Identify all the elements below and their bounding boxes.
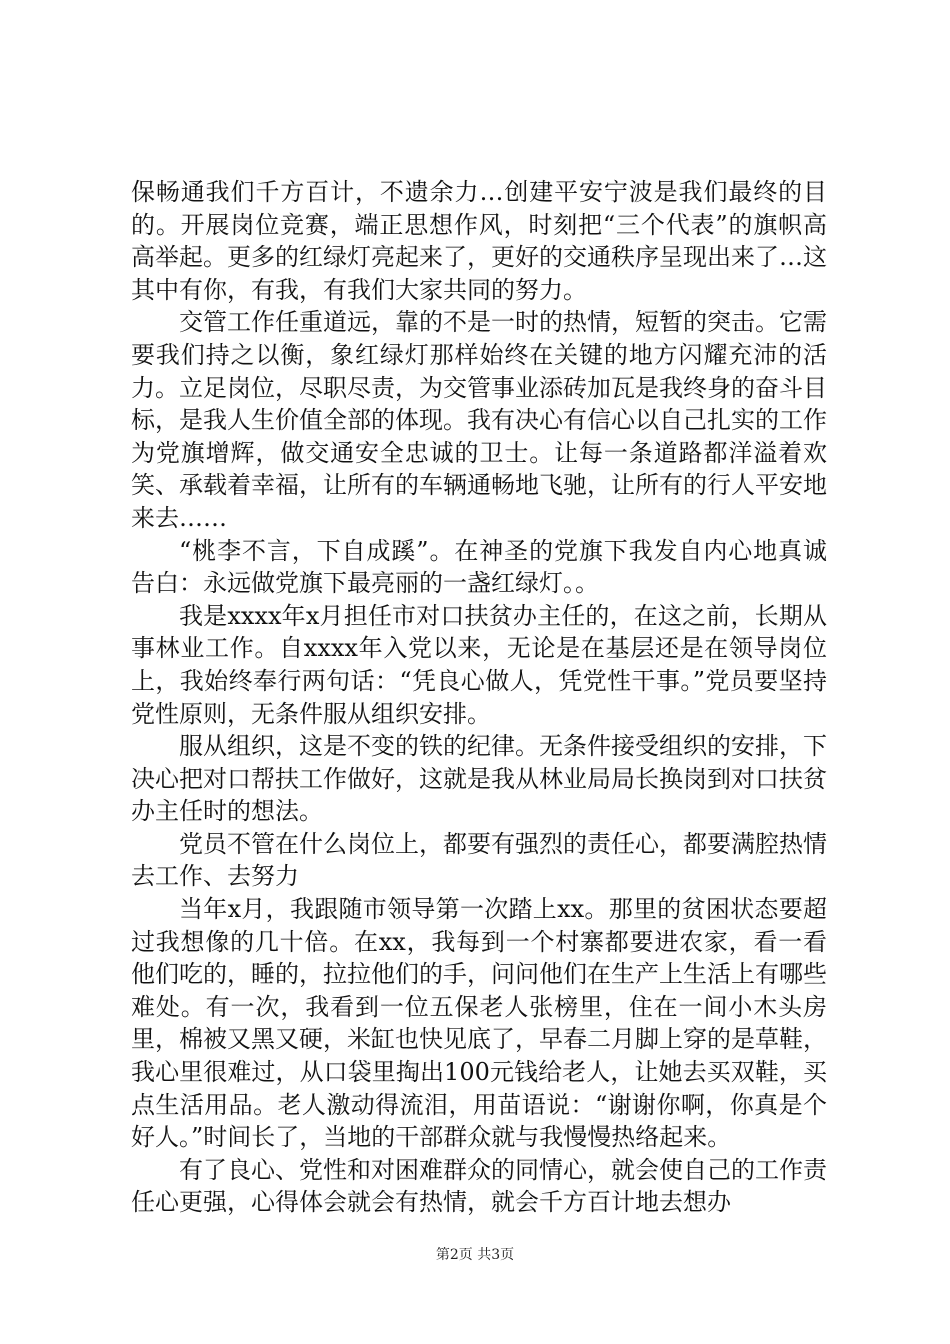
document-body [131,176,827,1219]
paragraph-4: 我是xxxx年x月担任市对口扶贫办主任的，在这之前，长期从事林业工作。自xxxx年入党以来，无论是在基层还是在领导岗位上，我始终奉行两句话：“凭良心做人，凭党性干事。”党员要坚持党性原则，无条件服从组织安排。 [131,601,827,728]
paragraph-5: 服从组织，这是不变的铁的纪律。无条件接受组织的安排，下决心把对口帮扶工作做好，这就是我从林业局局长换岗到对口扶贫办主任时的想法。 [131,732,827,826]
paragraph-2: 交管工作任重道远，靠的不是一时的热情，短暂的突击。它需要我们持之以衡，象红绿灯那样始终在关键的地方闪耀充沛的活力。立足岗位，尽职尽责，为交管事业添砖加瓦是我终身的奋斗目标，是我人生价值全部的体现。我有决心有信心以自己扎实的工作为党旗增辉，做交通安全忠诚的卫士。让每一条道路都洋溢着欢笑、承载着幸福，让所有的车辆通畅地飞驰，让所有的行人平安地来去…… [131,308,827,532]
paragraph-1: 保畅通我们千方百计，不遗余力…创建平安宁波是我们最终的目的。开展岗位竞赛，端正思想作风，时刻把“三个代表”的旗帜高高举起。更多的红绿灯亮起来了，更好的交通秩序呈现出来了…这其中有你，有我，有我们大家共同的努力。 [131,178,827,304]
paragraph-3: “桃李不言，下自成蹊”。在神圣的党旗下我发自内心地真诚告白：永远做党旗下最亮丽的一盏红绿灯。。 [131,536,827,598]
paragraph-8: 有了良心、党性和对困难群众的同情心，就会使自己的工作责任心更强，心得体会就会有热情，就会千方百计地去想办 [131,1155,827,1217]
paragraph-6: 党员不管在什么岗位上，都要有强烈的责任心，都要满腔热情去工作、去努力 [131,829,827,891]
page-number-indicator: 第2页 共3页 [435,1247,515,1263]
page-footer [0,1245,950,1265]
paragraph-7: 当年x月，我跟随市领导第一次踏上xx。那里的贫困状态要超过我想像的几十倍。在xx，我每到一个村寨都要进农家，看一看他们吃的，睡的，拉拉他们的手，问问他们在生产上生活上有哪些难处。有一次，我看到一位五保老人张榜里，住在一间小木头房里，棉被又黑又硬，米缸也快见底了，早春二月脚上穿的是草鞋，我心里很难过，从口袋里掏出100元钱给老人，让她去买双鞋，买点生活用品。老人激动得流泪，用苗语说：“谢谢你啊，你真是个好人。”时间长了，当地的干部群众就与我慢慢热络起来。 [131,895,827,1152]
